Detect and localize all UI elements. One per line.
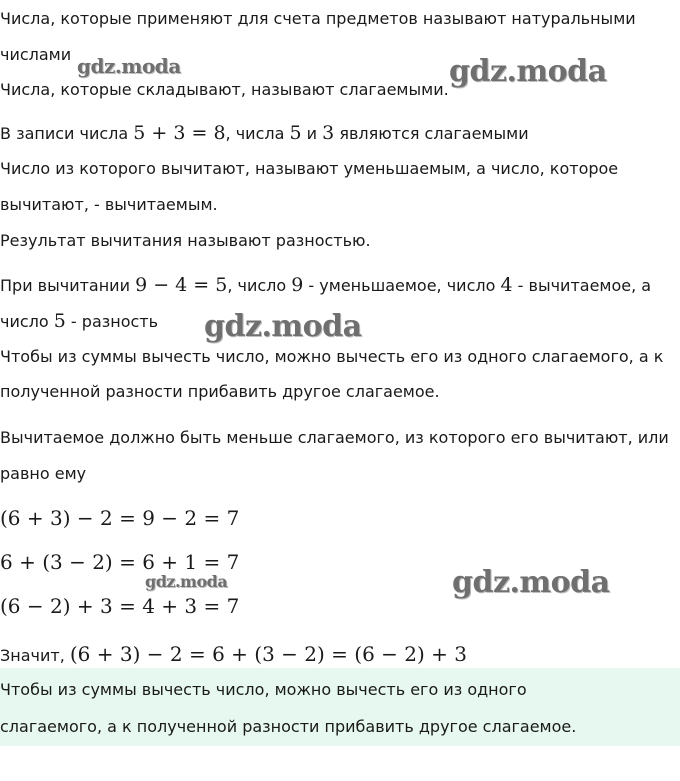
watermark-logo: gdz.moda: [449, 54, 607, 89]
text-line-2: числами: [0, 45, 72, 64]
equation-1: (6 + 3) − 2 = 9 − 2 = 7: [0, 506, 240, 530]
highlight-line-1: Чтобы из суммы вычесть число, можно вычесть его из одного: [0, 680, 527, 699]
text-line-8: [0, 274, 651, 297]
text-fragment: Значит,: [0, 646, 70, 665]
text-fragment: - вычитаемое, а: [512, 276, 652, 295]
text-line-11: полученной разности прибавить другое слагаемое.: [0, 382, 440, 401]
text-line-7: Результат вычитания называют разностью.: [0, 231, 371, 250]
equation-2: 6 + (3 − 2) = 6 + 1 = 7: [0, 550, 240, 574]
text-line-13: равно ему: [0, 464, 87, 483]
text-fragment: и: [301, 124, 323, 143]
math-inline: 3: [322, 122, 335, 144]
text-line-5: Число из которого вычитают, называют уменьшаемым, а число, которое: [0, 159, 619, 178]
math-inline: 9 − 4 = 5: [135, 274, 228, 296]
text-line-4: [0, 122, 529, 145]
math-inline: 9: [291, 274, 304, 296]
text-line-6: вычитают, - вычитаемым.: [0, 195, 218, 214]
text-fragment: В записи числа: [0, 124, 134, 143]
text-line-3: Числа, которые складывают, называют слагаемыми.: [0, 80, 449, 99]
math-inline: 5: [289, 122, 302, 144]
watermark-logo: gdz.moda: [77, 54, 181, 78]
text-fragment: , числа: [225, 124, 290, 143]
text-fragment: - уменьшаемое, число: [303, 276, 501, 295]
math-inline: 4: [500, 274, 513, 296]
equation-3: (6 − 2) + 3 = 4 + 3 = 7: [0, 594, 240, 618]
watermark-logo: gdz.moda: [145, 572, 228, 591]
watermark-logo: gdz.moda: [452, 565, 610, 600]
text-fragment: При вычитании: [0, 276, 136, 295]
text-line-12: Вычитаемое должно быть меньше слагаемого, из которого его вычитают, или: [0, 428, 669, 447]
text-line-9: [0, 310, 158, 333]
math-inline: 5: [53, 310, 66, 332]
text-fragment: число: [0, 312, 54, 331]
text-line-1: Числа, которые применяют для счета предметов называют натуральными: [0, 9, 636, 28]
math-inline: (6 + 3) − 2 = 6 + (3 − 2) = (6 − 2) + 3: [69, 642, 467, 666]
watermark-logo: gdz.moda: [204, 309, 362, 344]
text-line-10: Чтобы из суммы вычесть число, можно вычесть его из одного слагаемого, а к: [0, 347, 664, 366]
text-fragment: , число: [227, 276, 292, 295]
text-fragment: - разность: [65, 312, 159, 331]
highlight-line-2: слагаемого, а к полученной разности прибавить другое слагаемое.: [0, 717, 577, 736]
text-fragment: являются слагаемыми: [334, 124, 529, 143]
text-line-14: [0, 641, 467, 669]
math-inline: 5 + 3 = 8: [133, 122, 226, 144]
